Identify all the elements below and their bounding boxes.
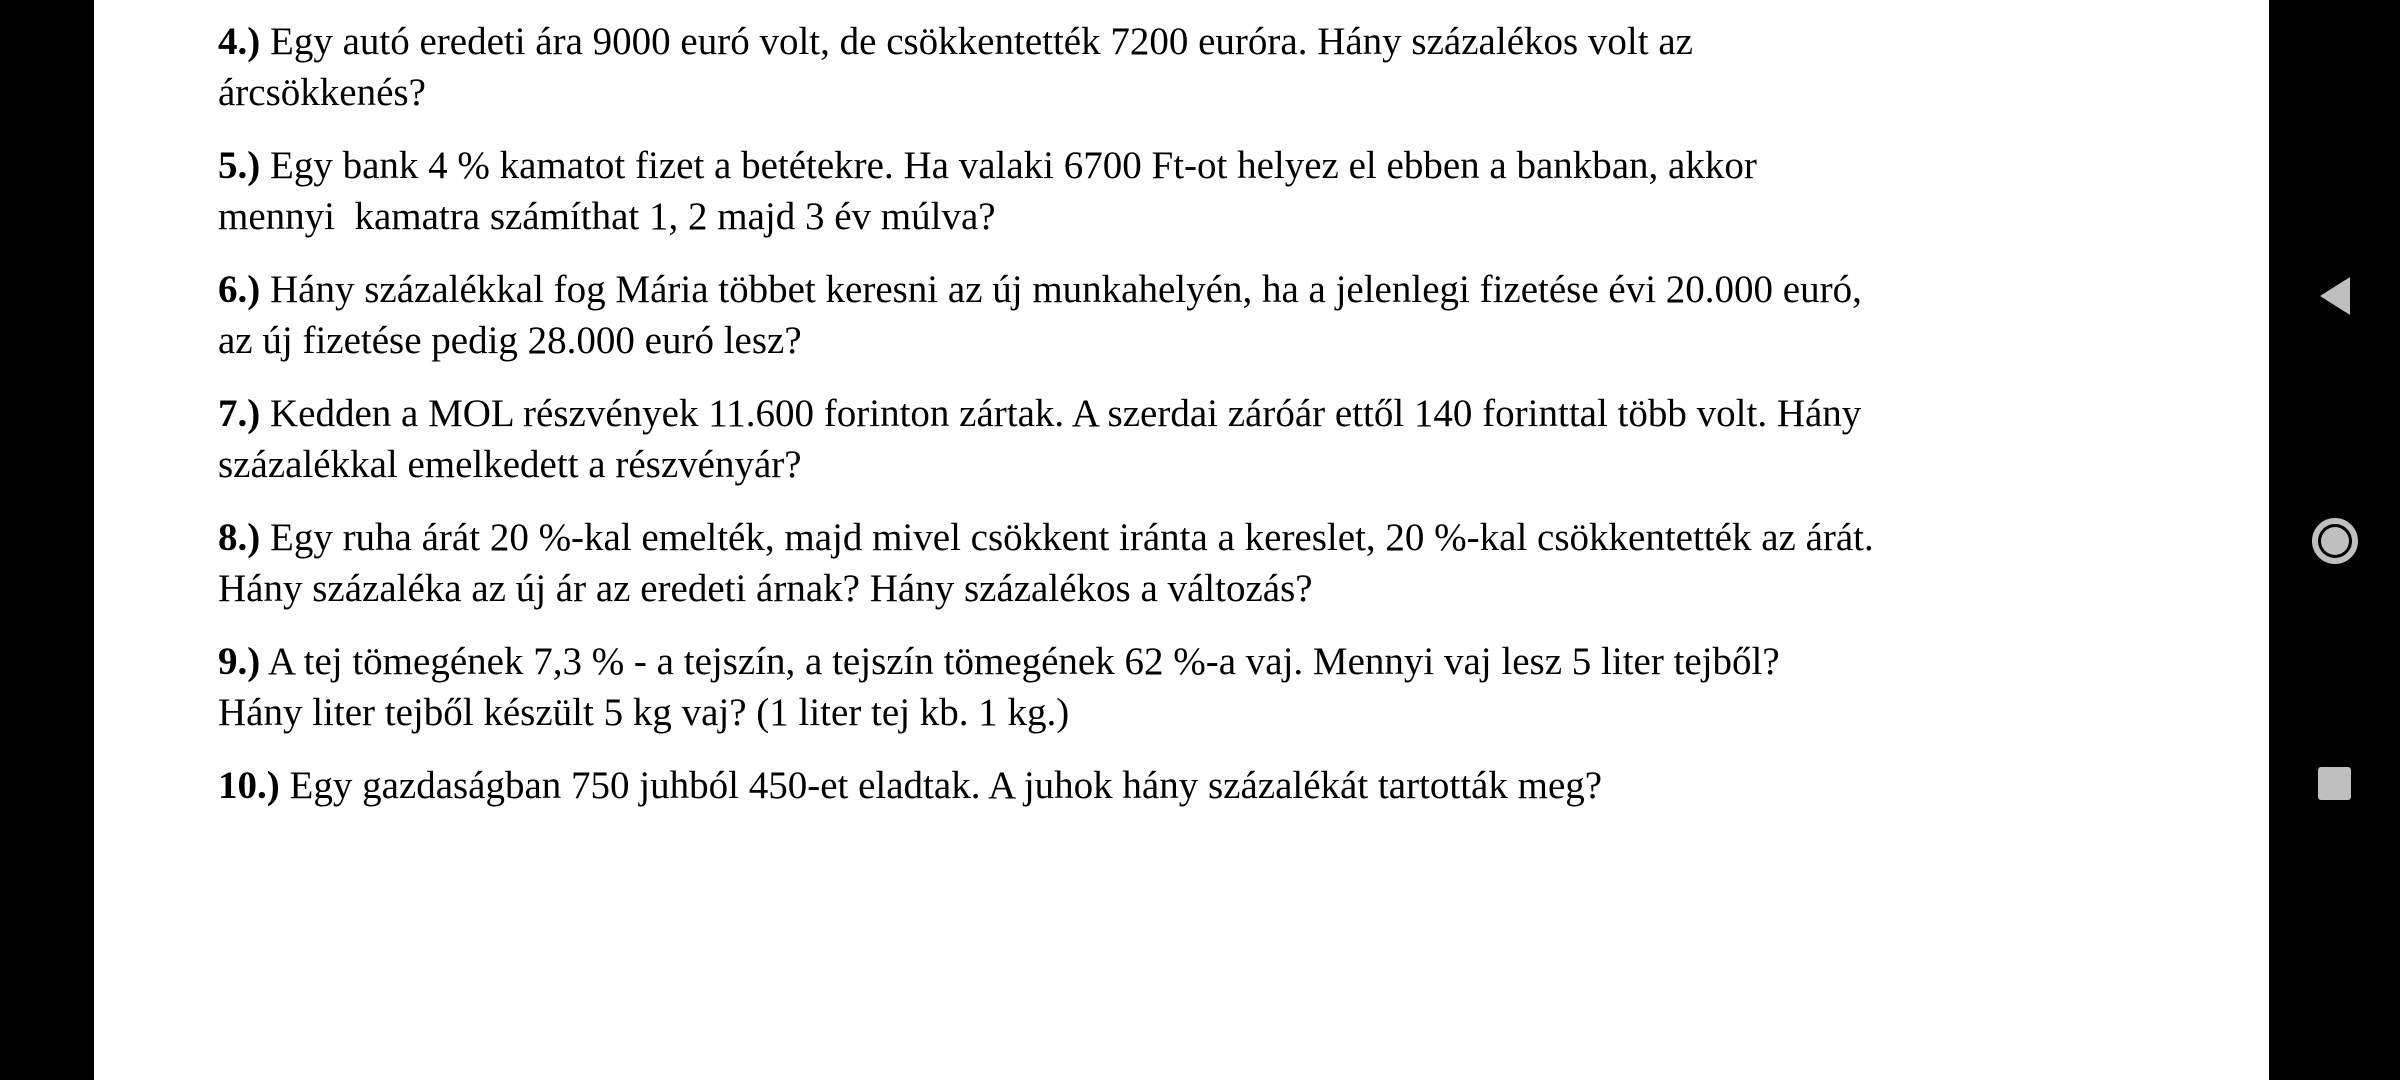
problem-list — [218, 16, 2248, 833]
back-button[interactable] — [2269, 251, 2400, 341]
problem-5 — [218, 140, 2248, 242]
problem-text-line2: mennyi kamatra számíthat 1, 2 majd 3 év múlva? — [218, 195, 996, 238]
problem-number: 7.) — [218, 392, 261, 435]
problem-text-line2: árcsökkenés? — [218, 71, 426, 114]
problem-number: 4.) — [218, 20, 261, 63]
problem-text-line1: Hány százalékkal fog Mária többet keresni az új munkahelyén, ha a jelenlegi fizetése évi 20.000 euró, — [260, 268, 1862, 311]
problem-8 — [218, 512, 2248, 614]
home-circle-dot — [2321, 527, 2349, 555]
problem-text-line2: az új fizetése pedig 28.000 euró lesz? — [218, 319, 802, 362]
navigation-bar — [2269, 0, 2400, 1080]
problem-text-line2: Hány százaléka az új ár az eredeti árnak? Hány százalékos a változás? — [218, 567, 1313, 610]
problem-number: 5.) — [218, 144, 261, 187]
problem-text-line1: Kedden a MOL részvények 11.600 forinton zártak. A szerdai záróár ettől 140 forinttal több volt. Hány — [260, 392, 1862, 435]
problem-text-line2: Hány liter tejből készült 5 kg vaj? (1 liter tej kb. 1 kg.) — [218, 691, 1070, 734]
problem-text-line2: százalékkal emelkedett a részvényár? — [218, 443, 802, 486]
home-circle-icon — [2312, 518, 2358, 564]
problem-10 — [218, 760, 2248, 811]
problem-number: 10.) — [218, 764, 280, 807]
back-triangle-icon — [2320, 277, 2350, 315]
problem-number: 9.) — [218, 640, 261, 683]
problem-text-line1: Egy bank 4 % kamatot fizet a betétekre. Ha valaki 6700 Ft-ot helyez el ebben a bankban, akkor — [260, 144, 1757, 187]
document-page[interactable] — [94, 0, 2269, 1080]
problem-number: 6.) — [218, 268, 261, 311]
problem-text-line1: Egy ruha árát 20 %-kal emelték, majd mivel csökkent iránta a kereslet, 20 %-kal csökkentették az árát. — [260, 516, 1874, 559]
problem-number: 8.) — [218, 516, 261, 559]
recents-button[interactable] — [2269, 738, 2400, 828]
problem-text-line1: Egy gazdaságban 750 juhból 450-et eladtak. A juhok hány százalékát tartották meg? — [279, 764, 1603, 807]
home-button[interactable] — [2269, 496, 2400, 586]
problem-text-line1: Egy autó eredeti ára 9000 euró volt, de csökkentették 7200 euróra. Hány százalékos volt az — [260, 20, 1693, 63]
problem-4 — [218, 16, 2248, 118]
problem-9 — [218, 636, 2248, 738]
problem-7 — [218, 388, 2248, 490]
problem-6 — [218, 264, 2248, 366]
recents-square-icon — [2318, 767, 2351, 800]
problem-text-line1: A tej tömegének 7,3 % - a tejszín, a tejszín tömegének 62 %-a vaj. Mennyi vaj lesz 5 liter tejből? — [260, 640, 1780, 683]
